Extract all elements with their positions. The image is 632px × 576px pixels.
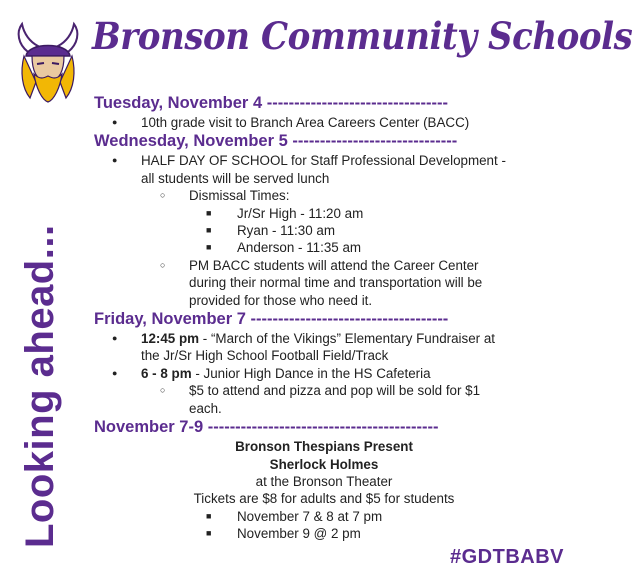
list-item: ● HALF DAY OF SCHOOL for Staff Professional Development -: [94, 152, 566, 169]
play-title: Sherlock Holmes: [269, 456, 379, 472]
list-item: ■ Anderson - 11:35 am: [94, 239, 566, 256]
heading-friday: Friday, November 7 ------------------------------------: [94, 310, 449, 329]
play-venue: at the Bronson Theater: [255, 473, 393, 489]
list-item-continued: each.: [189, 400, 222, 416]
list-item-continued: provided for those who need it.: [189, 292, 373, 308]
list-item: ■ Jr/Sr High - 11:20 am: [94, 205, 566, 222]
event-text: - Junior High Dance in the HS Cafeteria: [191, 365, 431, 381]
viking-head-logo: [14, 22, 82, 104]
looking-ahead-label: Looking ahead...: [18, 224, 62, 548]
list-item: ■ Ryan - 11:30 am: [94, 222, 566, 239]
list-item: [94, 365, 566, 382]
list-item: [94, 330, 566, 347]
heading-wednesday: Wednesday, November 5 ------------------------------: [94, 132, 458, 151]
heading-tuesday: Tuesday, November 4 ---------------------------------: [94, 94, 449, 112]
list-item: ○ Dismissal Times:: [94, 187, 566, 204]
event-time: 6 - 8 pm: [141, 365, 192, 381]
list-item-continued: the Jr/Sr High School Football Field/Track: [141, 348, 389, 364]
play-presenter: Bronson Thespians Present: [235, 439, 413, 455]
list-item: ● 10th grade visit to Branch Area Careers Center (BACC): [94, 114, 566, 131]
event-time: 12:45 pm: [141, 331, 200, 347]
list-item: ■ November 9 @ 2 pm: [94, 525, 566, 542]
play-tickets: Tickets are $8 for adults and $5 for students: [193, 491, 455, 507]
list-item: ■ November 7 & 8 at 7 pm: [94, 508, 566, 525]
event-text: - “March of the Vikings” Elementary Fundraiser at: [199, 331, 496, 347]
list-item: ○ PM BACC students will attend the Career Center: [94, 257, 566, 274]
hashtag: #GDTBABV: [449, 546, 564, 568]
list-item-continued: all students will be served lunch: [141, 170, 330, 186]
list-item: ○ $5 to attend and pizza and pop will be sold for $1: [94, 382, 566, 399]
page-title: Bronson Community Schools: [92, 14, 632, 58]
list-item-continued: during their normal time and transportation will be: [189, 275, 483, 291]
schedule-content: [94, 93, 566, 543]
heading-november-7-9: November 7-9 ------------------------------------------: [94, 418, 439, 437]
